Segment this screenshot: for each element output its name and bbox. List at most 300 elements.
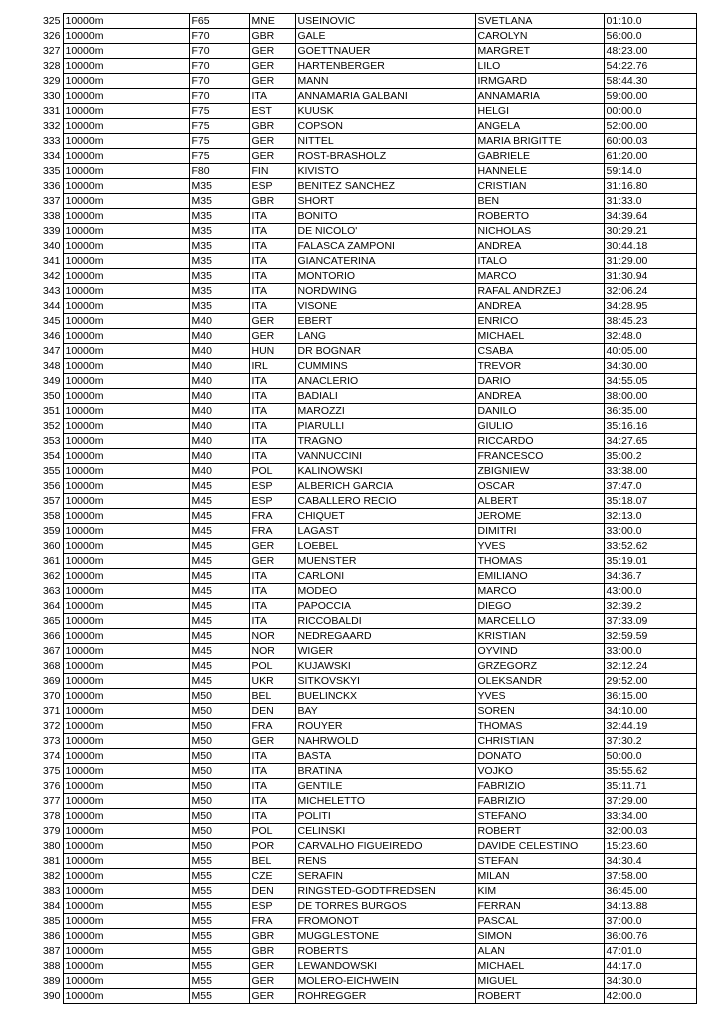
table-row — [26, 464, 696, 479]
category-cell: M50 — [189, 749, 249, 764]
time-cell: 37:29.00 — [604, 794, 696, 809]
category-cell: F70 — [189, 74, 249, 89]
table-row — [26, 194, 696, 209]
firstname-cell: OSCAR — [475, 479, 604, 494]
category-cell: M50 — [189, 704, 249, 719]
event-cell: 10000m — [63, 14, 189, 29]
nation-cell: ITA — [249, 254, 295, 269]
category-cell: M35 — [189, 209, 249, 224]
firstname-cell: VOJKO — [475, 764, 604, 779]
firstname-cell: EMILIANO — [475, 569, 604, 584]
entry-number: 365 — [42, 615, 61, 627]
event-cell: 10000m — [63, 794, 189, 809]
entry-number: 364 — [42, 600, 61, 612]
time-cell: 56:00.0 — [604, 29, 696, 44]
category-cell: M55 — [189, 854, 249, 869]
entry-number: 373 — [42, 735, 61, 747]
surname-cell: NORDWING — [295, 284, 475, 299]
table-row — [26, 449, 696, 464]
nation-cell: ITA — [249, 404, 295, 419]
table-row — [26, 119, 696, 134]
time-cell: 31:16.80 — [604, 179, 696, 194]
category-cell: M45 — [189, 539, 249, 554]
table-row — [26, 344, 696, 359]
time-cell: 34:55.05 — [604, 374, 696, 389]
category-cell: M40 — [189, 314, 249, 329]
entry-number: 331 — [42, 105, 61, 117]
event-cell: 10000m — [63, 164, 189, 179]
category-cell: M50 — [189, 794, 249, 809]
event-cell: 10000m — [63, 119, 189, 134]
table-row — [26, 959, 696, 974]
surname-cell: DE TORRES BURGOS — [295, 899, 475, 914]
nation-cell: GER — [249, 44, 295, 59]
entry-number: 385 — [42, 915, 61, 927]
firstname-cell: ANDREA — [475, 389, 604, 404]
surname-cell: CELINSKI — [295, 824, 475, 839]
time-cell: 59:14.0 — [604, 164, 696, 179]
event-cell: 10000m — [63, 74, 189, 89]
table-row — [26, 299, 696, 314]
surname-cell: RICCOBALDI — [295, 614, 475, 629]
nation-cell: NOR — [249, 629, 295, 644]
time-cell: 38:45.23 — [604, 314, 696, 329]
entry-number: 349 — [42, 375, 61, 387]
nation-cell: ITA — [249, 614, 295, 629]
event-cell: 10000m — [63, 854, 189, 869]
entry-number: 338 — [42, 210, 61, 222]
time-cell: 32:48.0 — [604, 329, 696, 344]
surname-cell: LEWANDOWSKI — [295, 959, 475, 974]
time-cell: 34:36.7 — [604, 569, 696, 584]
nation-cell: IRL — [249, 359, 295, 374]
nation-cell: ITA — [249, 89, 295, 104]
firstname-cell: MILAN — [475, 869, 604, 884]
event-cell: 10000m — [63, 134, 189, 149]
nation-cell: ITA — [249, 239, 295, 254]
event-cell: 10000m — [63, 569, 189, 584]
nation-cell: GER — [249, 554, 295, 569]
category-cell: M45 — [189, 659, 249, 674]
entry-number: 363 — [42, 585, 61, 597]
results-body — [26, 14, 696, 1004]
table-row — [26, 629, 696, 644]
time-cell: 31:33.0 — [604, 194, 696, 209]
category-cell: M55 — [189, 974, 249, 989]
entry-number: 387 — [42, 945, 61, 957]
nation-cell: MNE — [249, 14, 295, 29]
event-cell: 10000m — [63, 449, 189, 464]
nation-cell: ITA — [249, 284, 295, 299]
category-cell: F80 — [189, 164, 249, 179]
firstname-cell: MARCO — [475, 584, 604, 599]
surname-cell: HARTENBERGER — [295, 59, 475, 74]
entry-number: 390 — [42, 990, 61, 1002]
entry-number: 358 — [42, 510, 61, 522]
table-row — [26, 494, 696, 509]
table-row — [26, 554, 696, 569]
nation-cell: DEN — [249, 704, 295, 719]
event-cell: 10000m — [63, 359, 189, 374]
event-cell: 10000m — [63, 44, 189, 59]
time-cell: 37:00.0 — [604, 914, 696, 929]
time-cell: 30:29.21 — [604, 224, 696, 239]
time-cell: 58:44.30 — [604, 74, 696, 89]
entry-number: 326 — [42, 30, 61, 42]
surname-cell: GIANCATERINA — [295, 254, 475, 269]
time-cell: 40:05.00 — [604, 344, 696, 359]
time-cell: 32:13.0 — [604, 509, 696, 524]
surname-cell: MUENSTER — [295, 554, 475, 569]
entry-number: 389 — [42, 975, 61, 987]
nation-cell: ITA — [249, 389, 295, 404]
event-cell: 10000m — [63, 419, 189, 434]
table-row — [26, 989, 696, 1004]
category-cell: M40 — [189, 434, 249, 449]
event-cell: 10000m — [63, 749, 189, 764]
firstname-cell: MICHAEL — [475, 329, 604, 344]
table-row — [26, 389, 696, 404]
table-row — [26, 104, 696, 119]
event-cell: 10000m — [63, 734, 189, 749]
table-row — [26, 254, 696, 269]
firstname-cell: ANGELA — [475, 119, 604, 134]
surname-cell: GENTILE — [295, 779, 475, 794]
surname-cell: LAGAST — [295, 524, 475, 539]
table-row — [26, 929, 696, 944]
category-cell: M40 — [189, 359, 249, 374]
category-cell: M55 — [189, 989, 249, 1004]
entry-number: 341 — [42, 255, 61, 267]
table-row — [26, 569, 696, 584]
table-row — [26, 164, 696, 179]
entry-number: 379 — [42, 825, 61, 837]
time-cell: 37:30.2 — [604, 734, 696, 749]
firstname-cell: KRISTIAN — [475, 629, 604, 644]
firstname-cell: TREVOR — [475, 359, 604, 374]
entry-number: 350 — [42, 390, 61, 402]
category-cell: M50 — [189, 719, 249, 734]
event-cell: 10000m — [63, 779, 189, 794]
surname-cell: FALASCA ZAMPONI — [295, 239, 475, 254]
surname-cell: BASTA — [295, 749, 475, 764]
category-cell: F75 — [189, 149, 249, 164]
firstname-cell: ROBERTO — [475, 209, 604, 224]
category-cell: M35 — [189, 239, 249, 254]
firstname-cell: ITALO — [475, 254, 604, 269]
time-cell: 47:01.0 — [604, 944, 696, 959]
firstname-cell: NICHOLAS — [475, 224, 604, 239]
firstname-cell: HELGI — [475, 104, 604, 119]
nation-cell: ITA — [249, 209, 295, 224]
event-cell: 10000m — [63, 974, 189, 989]
entry-number: 370 — [42, 690, 61, 702]
table-row — [26, 794, 696, 809]
surname-cell: NAHRWOLD — [295, 734, 475, 749]
firstname-cell: IRMGARD — [475, 74, 604, 89]
category-cell: M40 — [189, 419, 249, 434]
event-cell: 10000m — [63, 554, 189, 569]
entry-number: 361 — [42, 555, 61, 567]
surname-cell: NEDREGAARD — [295, 629, 475, 644]
nation-cell: ESP — [249, 479, 295, 494]
category-cell: M55 — [189, 929, 249, 944]
surname-cell: BRATINA — [295, 764, 475, 779]
firstname-cell: ANDREA — [475, 239, 604, 254]
time-cell: 50:00.0 — [604, 749, 696, 764]
event-cell: 10000m — [63, 764, 189, 779]
table-row — [26, 764, 696, 779]
event-cell: 10000m — [63, 479, 189, 494]
entry-number: 366 — [42, 630, 61, 642]
nation-cell: BEL — [249, 854, 295, 869]
category-cell: M50 — [189, 839, 249, 854]
time-cell: 60:00.03 — [604, 134, 696, 149]
entry-number: 383 — [42, 885, 61, 897]
nation-cell: ITA — [249, 374, 295, 389]
nation-cell: POL — [249, 824, 295, 839]
firstname-cell: SVETLANA — [475, 14, 604, 29]
surname-cell: PIARULLI — [295, 419, 475, 434]
time-cell: 32:59.59 — [604, 629, 696, 644]
entry-number: 348 — [42, 360, 61, 372]
time-cell: 37:47.0 — [604, 479, 696, 494]
nation-cell: ITA — [249, 779, 295, 794]
firstname-cell: OYVIND — [475, 644, 604, 659]
nation-cell: ESP — [249, 494, 295, 509]
table-row — [26, 779, 696, 794]
entry-number: 342 — [42, 270, 61, 282]
surname-cell: SERAFIN — [295, 869, 475, 884]
table-row — [26, 479, 696, 494]
nation-cell: NOR — [249, 644, 295, 659]
firstname-cell: HANNELE — [475, 164, 604, 179]
category-cell: M45 — [189, 644, 249, 659]
category-cell: M45 — [189, 494, 249, 509]
event-cell: 10000m — [63, 464, 189, 479]
nation-cell: GER — [249, 959, 295, 974]
nation-cell: GER — [249, 134, 295, 149]
category-cell: M50 — [189, 734, 249, 749]
event-cell: 10000m — [63, 179, 189, 194]
firstname-cell: ENRICO — [475, 314, 604, 329]
table-row — [26, 434, 696, 449]
event-cell: 10000m — [63, 614, 189, 629]
nation-cell: POL — [249, 659, 295, 674]
entry-number: 352 — [42, 420, 61, 432]
event-cell: 10000m — [63, 914, 189, 929]
entry-number: 344 — [42, 300, 61, 312]
surname-cell: MAROZZI — [295, 404, 475, 419]
event-cell: 10000m — [63, 644, 189, 659]
surname-cell: ROUYER — [295, 719, 475, 734]
surname-cell: WIGER — [295, 644, 475, 659]
table-row — [26, 599, 696, 614]
entry-number: 336 — [42, 180, 61, 192]
table-row — [26, 239, 696, 254]
entry-number: 351 — [42, 405, 61, 417]
event-cell: 10000m — [63, 314, 189, 329]
nation-cell: ITA — [249, 419, 295, 434]
table-row — [26, 59, 696, 74]
entry-number: 333 — [42, 135, 61, 147]
time-cell: 42:00.0 — [604, 989, 696, 1004]
time-cell: 01:10.0 — [604, 14, 696, 29]
surname-cell: CARVALHO FIGUEIREDO — [295, 839, 475, 854]
table-row — [26, 809, 696, 824]
surname-cell: NITTEL — [295, 134, 475, 149]
nation-cell: GER — [249, 734, 295, 749]
firstname-cell: ANDREA — [475, 299, 604, 314]
event-cell: 10000m — [63, 629, 189, 644]
time-cell: 59:00.00 — [604, 89, 696, 104]
time-cell: 32:39.2 — [604, 599, 696, 614]
event-cell: 10000m — [63, 674, 189, 689]
time-cell: 35:11.71 — [604, 779, 696, 794]
surname-cell: KUJAWSKI — [295, 659, 475, 674]
nation-cell: GER — [249, 149, 295, 164]
event-cell: 10000m — [63, 689, 189, 704]
table-row — [26, 209, 696, 224]
event-cell: 10000m — [63, 209, 189, 224]
nation-cell: ESP — [249, 899, 295, 914]
category-cell: M40 — [189, 374, 249, 389]
firstname-cell: STEFAN — [475, 854, 604, 869]
event-cell: 10000m — [63, 884, 189, 899]
event-cell: 10000m — [63, 824, 189, 839]
time-cell: 15:23.60 — [604, 839, 696, 854]
time-cell: 43:00.0 — [604, 584, 696, 599]
category-cell: M45 — [189, 524, 249, 539]
event-cell: 10000m — [63, 194, 189, 209]
table-row — [26, 314, 696, 329]
nation-cell: GBR — [249, 194, 295, 209]
event-cell: 10000m — [63, 899, 189, 914]
event-cell: 10000m — [63, 299, 189, 314]
time-cell: 33:00.0 — [604, 524, 696, 539]
time-cell: 32:12.24 — [604, 659, 696, 674]
category-cell: M50 — [189, 809, 249, 824]
time-cell: 00:00.0 — [604, 104, 696, 119]
surname-cell: FROMONOT — [295, 914, 475, 929]
category-cell: M55 — [189, 914, 249, 929]
firstname-cell: FERRAN — [475, 899, 604, 914]
nation-cell: ITA — [249, 764, 295, 779]
time-cell: 34:27.65 — [604, 434, 696, 449]
table-row — [26, 944, 696, 959]
nation-cell: GBR — [249, 119, 295, 134]
category-cell: M45 — [189, 509, 249, 524]
time-cell: 34:30.0 — [604, 974, 696, 989]
surname-cell: ANNAMARIA GALBANI — [295, 89, 475, 104]
surname-cell: BONITO — [295, 209, 475, 224]
category-cell: F75 — [189, 119, 249, 134]
time-cell: 33:38.00 — [604, 464, 696, 479]
entry-number: 357 — [42, 495, 61, 507]
table-row — [26, 704, 696, 719]
firstname-cell: RAFAL ANDRZEJ — [475, 284, 604, 299]
entry-number: 378 — [42, 810, 61, 822]
entry-number: 384 — [42, 900, 61, 912]
time-cell: 54:22.76 — [604, 59, 696, 74]
category-cell: M35 — [189, 179, 249, 194]
nation-cell: ESP — [249, 179, 295, 194]
firstname-cell: MARGRET — [475, 44, 604, 59]
entry-number: 374 — [42, 750, 61, 762]
table-row — [26, 884, 696, 899]
nation-cell: GER — [249, 989, 295, 1004]
event-cell: 10000m — [63, 959, 189, 974]
nation-cell: GER — [249, 329, 295, 344]
nation-cell: POL — [249, 464, 295, 479]
event-cell: 10000m — [63, 509, 189, 524]
table-row — [26, 869, 696, 884]
nation-cell: ITA — [249, 224, 295, 239]
category-cell: M55 — [189, 944, 249, 959]
surname-cell: CUMMINS — [295, 359, 475, 374]
time-cell: 31:30.94 — [604, 269, 696, 284]
entry-number: 354 — [42, 450, 61, 462]
event-cell: 10000m — [63, 929, 189, 944]
surname-cell: BENITEZ SANCHEZ — [295, 179, 475, 194]
entry-number: 360 — [42, 540, 61, 552]
firstname-cell: ZBIGNIEW — [475, 464, 604, 479]
table-row — [26, 719, 696, 734]
surname-cell: SHORT — [295, 194, 475, 209]
entry-number: 332 — [42, 120, 61, 132]
time-cell: 29:52.00 — [604, 674, 696, 689]
entry-number: 371 — [42, 705, 61, 717]
table-row — [26, 329, 696, 344]
category-cell: M40 — [189, 344, 249, 359]
surname-cell: EBERT — [295, 314, 475, 329]
event-cell: 10000m — [63, 224, 189, 239]
category-cell: M40 — [189, 389, 249, 404]
surname-cell: MODEO — [295, 584, 475, 599]
entry-number: 347 — [42, 345, 61, 357]
event-cell: 10000m — [63, 239, 189, 254]
nation-cell: EST — [249, 104, 295, 119]
firstname-cell: CHRISTIAN — [475, 734, 604, 749]
table-row — [26, 44, 696, 59]
time-cell: 31:29.00 — [604, 254, 696, 269]
surname-cell: BAY — [295, 704, 475, 719]
surname-cell: RENS — [295, 854, 475, 869]
category-cell: M40 — [189, 464, 249, 479]
surname-cell: CABALLERO RECIO — [295, 494, 475, 509]
table-row — [26, 584, 696, 599]
table-row — [26, 974, 696, 989]
time-cell: 44:17.0 — [604, 959, 696, 974]
firstname-cell: MICHAEL — [475, 959, 604, 974]
surname-cell: TRAGNO — [295, 434, 475, 449]
category-cell: M40 — [189, 449, 249, 464]
time-cell: 33:52.62 — [604, 539, 696, 554]
time-cell: 61:20.00 — [604, 149, 696, 164]
surname-cell: CHIQUET — [295, 509, 475, 524]
table-row — [26, 659, 696, 674]
nation-cell: GER — [249, 74, 295, 89]
nation-cell: CZE — [249, 869, 295, 884]
table-row — [26, 914, 696, 929]
table-row — [26, 734, 696, 749]
category-cell: M35 — [189, 299, 249, 314]
surname-cell: GOETTNAUER — [295, 44, 475, 59]
event-cell: 10000m — [63, 269, 189, 284]
time-cell: 35:18.07 — [604, 494, 696, 509]
firstname-cell: YVES — [475, 539, 604, 554]
event-cell: 10000m — [63, 989, 189, 1004]
